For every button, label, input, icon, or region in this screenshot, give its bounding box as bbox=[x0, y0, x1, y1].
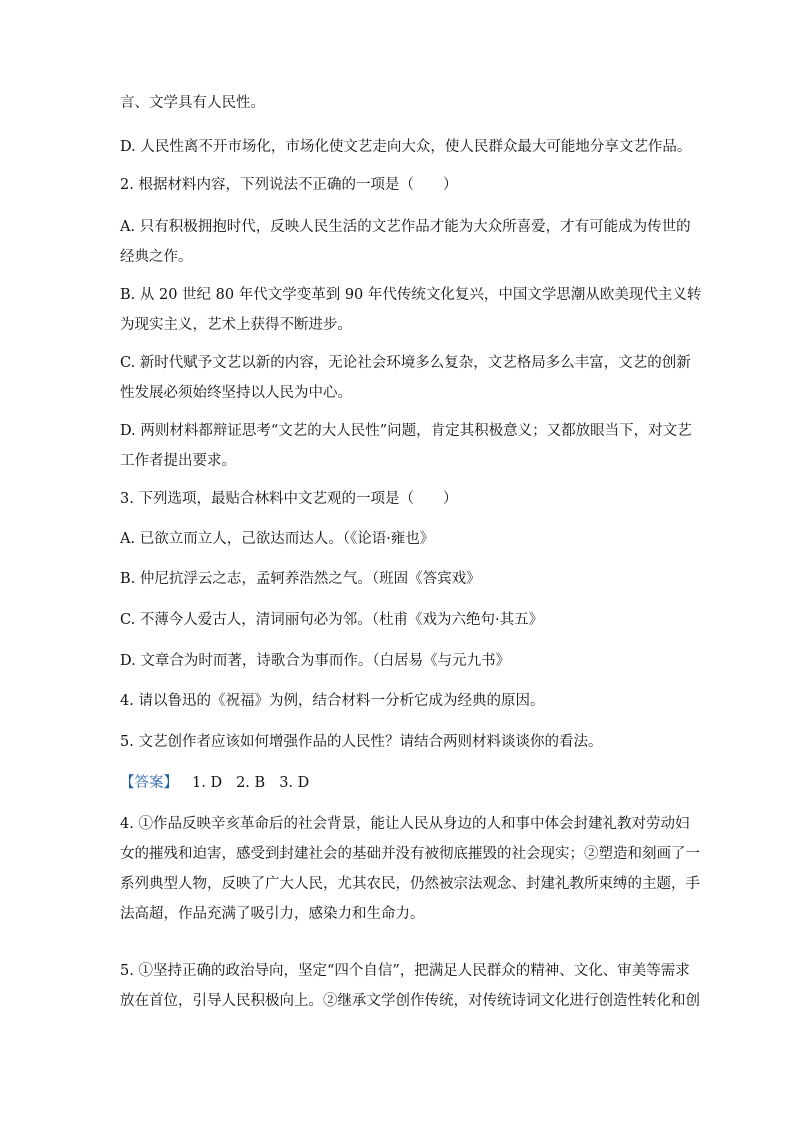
text-line: 性发展必须始终坚持以人民为中心。 bbox=[120, 385, 352, 401]
text-line: A. 只有积极拥抱时代，反映人民生活的文艺作品才能为大众所喜爱，才有可能成为传世的 bbox=[120, 219, 691, 235]
text-line: 3. 下列选项，最贴合林料中文艺观的一项是（ ） bbox=[120, 491, 458, 507]
text-line: C. 不薄今人爱古人，清词丽句必为邻。（杜甫《戏为六绝句·其五》 bbox=[120, 612, 544, 628]
question-3-option-a bbox=[120, 524, 680, 554]
question-2 bbox=[120, 170, 680, 200]
text-line: 4. 请以鲁迅的《祝福》为例，结合材料一分析它成为经典的原因。 bbox=[120, 693, 545, 709]
text-line: 为现实主义，艺术上获得不断进步。 bbox=[120, 317, 352, 333]
answer-row bbox=[120, 768, 323, 798]
question-2-option-b bbox=[120, 280, 702, 340]
text-line: D. 人民性离不开市场化，市场化使文艺走向大众，使人民群众最大可能地分享文艺作品。 bbox=[120, 139, 692, 155]
text-line: 4. ①作品反映辛亥革命后的社会背景，能让人民从身边的人和事中体会封建礼教对劳动妇 bbox=[120, 816, 690, 832]
question-3-option-c bbox=[120, 605, 680, 635]
question-3-option-d bbox=[120, 646, 680, 676]
text-line: D. 文章合为时而著，诗歌合为事而作。（白居易《与元九书》 bbox=[120, 653, 511, 669]
answer-item: 1. D bbox=[192, 775, 223, 791]
question-2-option-a bbox=[120, 212, 691, 272]
text-line: C. 新时代赋予文艺以新的内容，无论社会环境多么复杂，文艺格局多么丰富，文艺的创新 bbox=[120, 355, 691, 371]
text-line: 经典之作。 bbox=[120, 249, 193, 265]
answer-label: 【答案】 bbox=[120, 775, 178, 791]
question-5 bbox=[120, 727, 680, 757]
answer-item: 3. D bbox=[279, 775, 310, 791]
answer-4 bbox=[120, 809, 700, 929]
question-3 bbox=[120, 484, 680, 514]
option-1d bbox=[120, 132, 692, 162]
paragraph-continuation bbox=[120, 88, 680, 118]
text-line: 5. ①坚持正确的政治导向，坚定“四个自信”，把满足人民群众的精神、文化、审美等需求 bbox=[120, 963, 690, 979]
text-line: 2. 根据材料内容，下列说法不正确的一项是（ ） bbox=[120, 177, 458, 193]
answer-item: 2. B bbox=[236, 775, 266, 791]
text-line: 5. 文艺创作者应该如何增强作品的人民性？请结合两则材料谈谈你的看法。 bbox=[120, 734, 603, 750]
question-2-option-c bbox=[120, 348, 691, 408]
text-line: B. 仲尼抗浮云之志，孟轲养浩然之气。（班固《答宾戏》 bbox=[120, 571, 481, 587]
text-line: 系列典型人物，反映了广大人民，尤其农民，仍然被宗法观念、封建礼教所束缚的主题，手 bbox=[120, 876, 700, 892]
text-line: A. 已欲立而立人，己欲达而达人。（《论语·雍也》 bbox=[120, 531, 435, 547]
text-line: 工作者提出要求。 bbox=[120, 453, 236, 469]
question-4 bbox=[120, 686, 680, 716]
text-line: 言、文学具有人民性。 bbox=[120, 95, 265, 111]
question-3-option-b bbox=[120, 564, 680, 594]
text-line: 放在首位，引导人民积极向上。②继承文学创作传统，对传统诗词文化进行创造性转化和创 bbox=[120, 993, 700, 1009]
text-line: D. 两则材料都辩证思考“文艺的大人民性”问题，肯定其积极意义；又都放眼当下，对文艺 bbox=[120, 423, 692, 439]
text-line: B. 从 20 世纪 80 年代文学变革到 90 年代传统文化复兴，中国文学思潮从欧美现代主义转 bbox=[120, 287, 702, 303]
text-line: 女的摧残和迫害，感受到封建社会的基础并没有被彻底摧毁的社会现实；②塑造和刻画了一 bbox=[120, 846, 700, 862]
question-2-option-d bbox=[120, 416, 692, 476]
answer-5 bbox=[120, 956, 700, 1016]
text-line: 法高超，作品充满了吸引力，感染力和生命力。 bbox=[120, 906, 425, 922]
